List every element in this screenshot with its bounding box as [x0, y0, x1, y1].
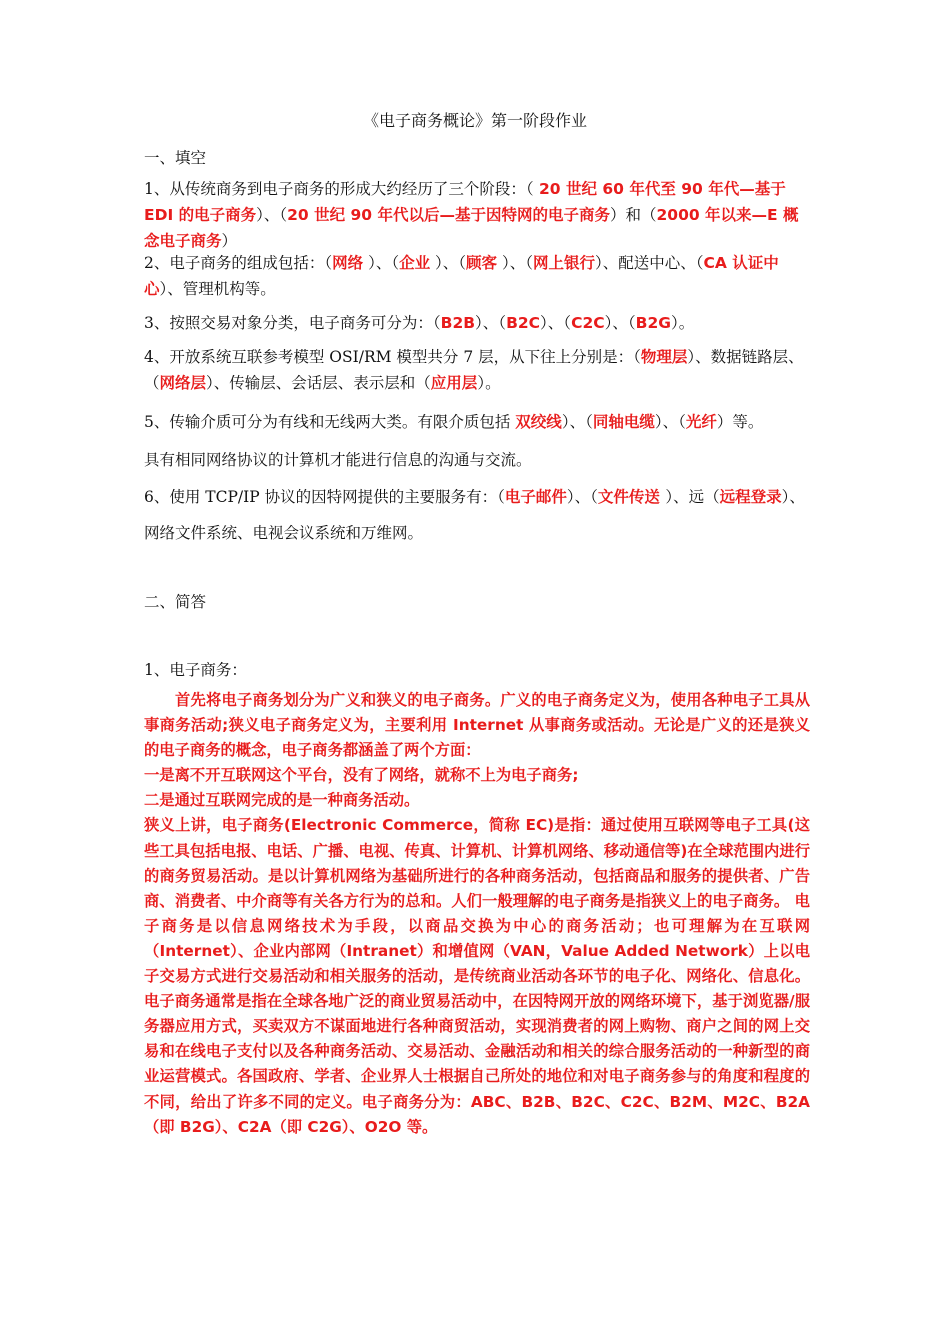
document-title: 《电子商务概论》第一阶段作业 — [362, 111, 587, 130]
q5-answer-3: 光纤 — [685, 413, 717, 431]
q2-text: 2、电子商务的组成包括：（ — [144, 254, 333, 272]
q4-answer-2: 网络层 — [159, 374, 207, 392]
q1-text: ） — [221, 232, 238, 250]
q5-text: ）等。 — [716, 413, 764, 431]
q3-text: 3、按照交易对象分类，电子商务可分为：（ — [144, 314, 441, 332]
question-5 — [144, 403, 810, 479]
q2-answer-5: CA 认证中心 — [144, 254, 779, 298]
q3-answer-1: B2B — [440, 314, 476, 332]
q2-text: ）、（ — [430, 254, 467, 272]
answer-paragraph-3: 二是通过互联网完成的是一种商务活动。 — [144, 791, 420, 810]
q2-text: ）、（ — [497, 254, 533, 272]
section-heading-fill-blank: 一、填空 — [144, 149, 207, 167]
q3-text: ）、（ — [540, 314, 572, 332]
q2-answer-4: 网上银行 — [532, 254, 595, 272]
question-1 — [144, 176, 810, 254]
q2-text: ）、配送中心、（ — [595, 254, 704, 272]
answer-block — [144, 688, 810, 1140]
answer-paragraph-2: 一是离不开互联网这个平台，没有了网络，就称不上为电子商务; — [144, 766, 579, 785]
q3-answer-4: B2G — [635, 314, 671, 332]
q6-answer-2: 文件传送 — [597, 488, 666, 506]
q6-answer-3: 远程登录 — [719, 488, 782, 506]
q4-answer-1: 物理层 — [640, 348, 688, 366]
q3-answer-2: B2C — [506, 314, 541, 332]
q1-text: ）和（ — [609, 206, 657, 224]
q1-answer-1: 20 世纪 60 年代至 90 年代—基于 EDI 的电子商务 — [144, 180, 786, 224]
question-4 — [144, 344, 810, 396]
q5-text: ）、（ — [561, 413, 593, 431]
q1-answer-3: 2000 年以来—E 概念电子商务 — [144, 206, 799, 250]
q2-text: ）、（ — [363, 254, 400, 272]
q5-text: 5、传输介质可分为有线和无线两大类。有限介质包括 — [144, 413, 516, 431]
q3-text: ）、（ — [604, 314, 636, 332]
question-3 — [144, 310, 810, 336]
q4-text: ）、传输层、会话层、表示层和（ — [206, 374, 431, 392]
short-question-1: 1、电子商务： — [144, 661, 247, 679]
q1-text: ）、（ — [256, 206, 288, 224]
q3-answer-3: C2C — [571, 314, 605, 332]
q2-answer-2: 企业 — [399, 254, 431, 272]
q4-text: ）、数据链路层、（ — [144, 348, 804, 392]
q6-answer-1: 电子邮件 — [504, 488, 567, 506]
section-heading-short-answer: 二、简答 — [144, 593, 207, 611]
q1-answer-2: 20 世纪 90 年代以后—基于因特网的电子商务 — [287, 206, 610, 224]
q5-note: 具有相同网络协议的计算机才能进行信息的沟通与交流。 — [144, 451, 532, 469]
q3-text: ）。 — [670, 314, 695, 332]
q6-text: ）、远（ — [665, 488, 720, 506]
q2-answer-1: 网络 — [332, 254, 364, 272]
question-6 — [144, 479, 810, 551]
answer-paragraph-4: 狭义上讲，电子商务(Electronic Commerce，简称 EC)是指：通过使用互联网等电子工具(这些工具包括电报、电话、广播、电视、传真、计算机、计算机网络、移动通信等)在全球范围内进行的商务贸易活动。是以计算机网络为基础所进行的各种商务活动，包括商品和服务的提供者、广告商、消费者、中介商等有关各方行为的总和。人们一般理解的电子商务是指狭义上的电子商务。 电子商务是以信息网络技术为手段，以商品交换为中心的商务活动；也可理解为在互联网（Internet）、企业内部网（Intranet）和增值网（VAN，Value Added Network）上以电子交易方式进行交易活动和相关服务的活动，是传统商业活动各环节的电子化、网络化、信息化。 电子商务通常是指在全球各地广泛的商业贸易活动中，在因特网开放的网络环境下，基于浏览器/服务器应用方式，买卖双方不谋面地进行各种商贸活动，实现消费者的网上购物、商户之间的网上交易和在线电子支付以及各种商务活动、交易活动、金融活动和相关的综合服务活动的一种新型的商业运营模式。各国政府、学者、企业界人士根据自己所处的地位和对电子商务参与的角度和程度的不同，给出了许多不同的定义。电子商务分为：ABC、B2B、B2C、C2C、B2M、M2C、B2A（即 B2G）、C2A（即 C2G）、O2O 等。 — [144, 816, 810, 1136]
q4-answer-3: 应用层 — [430, 374, 478, 392]
q6-text: ）、网络文件系统、电视会议系统和万维网。 — [144, 488, 805, 542]
q2-answer-3: 顾客 — [466, 254, 498, 272]
q3-text: ）、（ — [475, 314, 507, 332]
question-2 — [144, 250, 810, 302]
q5-answer-1: 双绞线 — [515, 413, 562, 431]
q5-text: ）、（ — [654, 413, 686, 431]
q4-text: ）。 — [477, 374, 501, 392]
answer-paragraph-1: 首先将电子商务划分为广义和狭义的电子商务。广义的电子商务定义为，使用各种电子工具从事商务活动;狭义电子商务定义为，主要利用 Internet 从事商务或活动。无论是广义的还是狭义的电子商务的概念，电子商务都涵盖了两个方面： — [144, 691, 810, 760]
q5-answer-2: 同轴电缆 — [592, 413, 655, 431]
q6-text: 6、使用 TCP/IP 协议的因特网提供的主要服务有：（ — [144, 488, 505, 506]
q1-text: 1、从传统商务到电子商务的形成大约经历了三个阶段：（ — [144, 180, 534, 198]
q6-text: ）、（ — [566, 488, 598, 506]
q2-text: ）、管理机构等。 — [159, 280, 276, 298]
q4-text: 4、开放系统互联参考模型 OSI/RM 模型共分 7 层，从下往上分别是：（ — [144, 348, 641, 366]
